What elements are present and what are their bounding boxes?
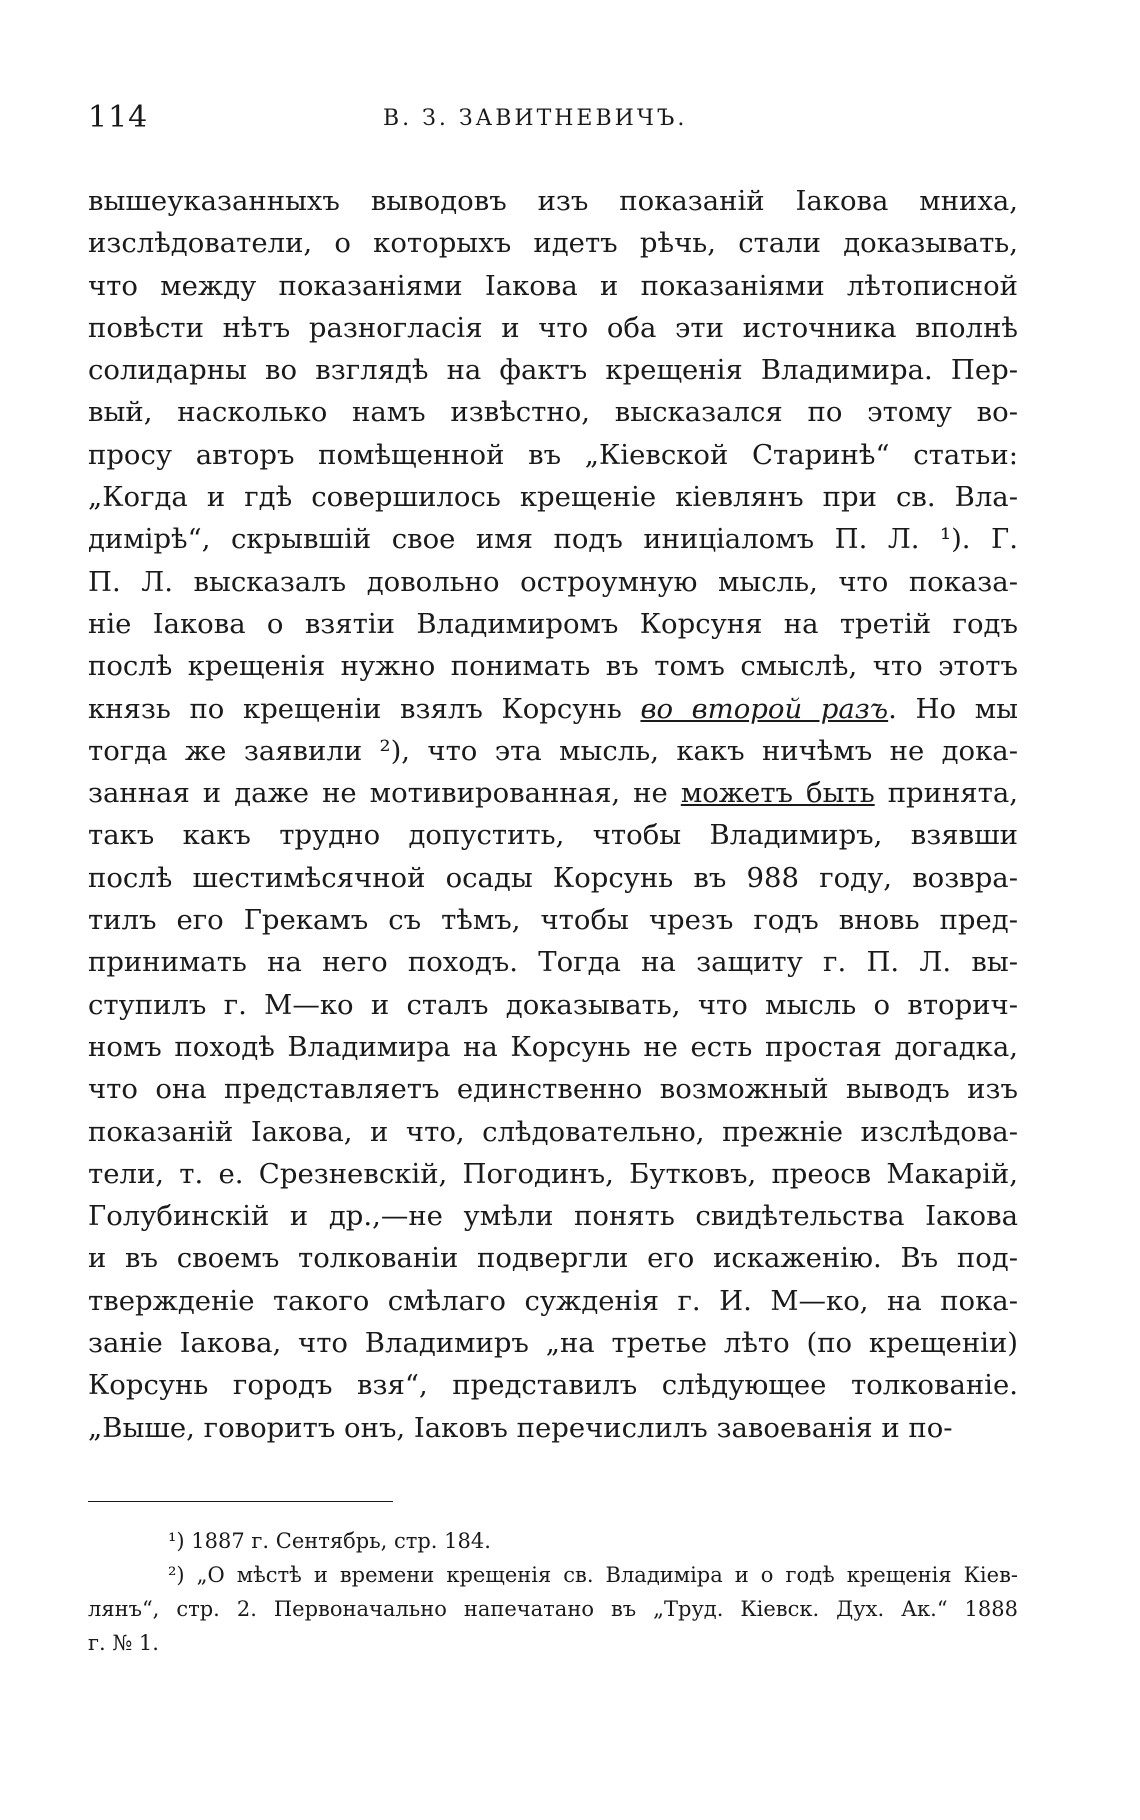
text-segment: занная и даже не мотивированная, не <box>88 777 681 810</box>
footnote-line: г. № 1. <box>88 1630 159 1655</box>
text-line: показаній Іакова, и что, слѣдовательно, прежніе изслѣдова- <box>88 1115 1018 1148</box>
text-line: принимать на него походъ. Тогда на защиту г. П. Л. вы- <box>88 946 1018 979</box>
text-line: что между показаніями Іакова и показаніями лѣтописной <box>88 269 1018 302</box>
text-line: ступилъ г. М—ко и сталъ доказывать, что мысль о вторич- <box>88 988 1018 1021</box>
footnote <box>88 1524 1018 1558</box>
text-line: послѣ крещенія нужно понимать въ томъ смыслѣ, что этотъ <box>88 650 1018 683</box>
text-segment: принята, <box>874 777 1018 810</box>
text-line: „Выше, говоритъ онъ, Іаковъ перечислилъ завоеванія и по- <box>88 1411 953 1444</box>
running-head <box>88 100 1018 150</box>
text-line: тогда же заявили ²), что эта мысль, какъ ничѣмъ не дока- <box>88 734 1018 767</box>
text-segment: . Но мы <box>888 692 1018 725</box>
footnotes <box>88 1524 1018 1660</box>
footnote-line: ¹) 1887 г. Сентябрь, стр. 184. <box>168 1528 491 1553</box>
text-line: вышеуказанныхъ выводовъ изъ показаній Іакова мниха, <box>88 185 1018 217</box>
text-line: тели, т. е. Срезневскій, Погодинъ, Бутковъ, преосв Макарій, <box>88 1157 1018 1190</box>
text-line: П. Л. высказалъ довольно остроумную мысль, что показа- <box>88 565 1018 598</box>
page-number: 114 <box>88 100 149 135</box>
emphasized-phrase: во второй разъ <box>640 692 889 725</box>
underlined-phrase: можетъ быть <box>680 777 875 810</box>
document-page <box>88 100 1018 1660</box>
text-line: что она представляетъ единственно возможный выводъ изъ <box>88 1073 1018 1106</box>
text-line: заніе Іакова, что Владимиръ „на третье лѣто (по крещеніи) <box>88 1327 1018 1360</box>
text-line: ніе Іакова о взятіи Владимиромъ Корсуня на третій годъ <box>88 607 1018 640</box>
body-text <box>88 180 1018 1449</box>
text-line: просу авторъ помѣщенной въ „Кіевской Старинѣ“ статьи: <box>88 438 1018 471</box>
text-line <box>88 772 1018 814</box>
text-line: „Когда и гдѣ совершилось крещеніе кіевлянъ при св. Вла- <box>88 481 1018 514</box>
footnote-line: лянъ“, стр. 2. Первоначально напечатано въ „Труд. Кіевск. Дух. Ак.“ 1888 <box>88 1596 1018 1621</box>
text-segment: князь по крещеніи взялъ Корсунь <box>88 692 641 725</box>
text-line: и въ своемъ толкованіи подвергли его искаженію. Въ под- <box>88 1242 1018 1275</box>
footnote-line: ²) „О мѣстѣ и времени крещенія св. Владиміра и о годѣ крещенія Кіев- <box>168 1562 1018 1587</box>
text-line: тилъ его Грекамъ съ тѣмъ, чтобы чрезъ годъ вновь пред- <box>88 904 1018 937</box>
text-line: вый, насколько намъ извѣстно, высказался по этому во- <box>88 396 1018 429</box>
text-line: димірѣ“, скрывшій свое имя подъ иниціаломъ П. Л. ¹). Г. <box>88 523 1018 556</box>
text-line: номъ походѣ Владимира на Корсунь не есть простая догадка, <box>88 1030 1018 1063</box>
text-line <box>88 688 1018 730</box>
footnote-divider <box>88 1501 393 1502</box>
text-line: послѣ шестимѣсячной осады Корсунь въ 988 году, возвра- <box>88 861 1018 894</box>
text-line: солидарны во взглядѣ на фактъ крещенія Владимира. Пер- <box>88 354 1018 387</box>
text-line: твержденіе такого смѣлаго сужденія г. И. М—ко, на пока- <box>88 1284 1018 1317</box>
text-line: Голубинскій и др.,—не умѣли понять свидѣтельства Іакова <box>88 1200 1018 1233</box>
text-line: такъ какъ трудно допустить, чтобы Владимиръ, взявши <box>88 819 1018 852</box>
text-line: изслѣдователи, о которыхъ идетъ рѣчь, стали доказывать, <box>88 227 1018 260</box>
text-line: повѣсти нѣтъ разногласія и что оба эти источника вполнѣ <box>88 311 1018 344</box>
footnote <box>88 1558 1018 1660</box>
text-line: Корсунь городъ взя“, представилъ слѣдующее толкованіе. <box>88 1369 1018 1402</box>
running-head-author: В. З. ЗАВИТНЕВИЧЪ. <box>383 106 688 131</box>
